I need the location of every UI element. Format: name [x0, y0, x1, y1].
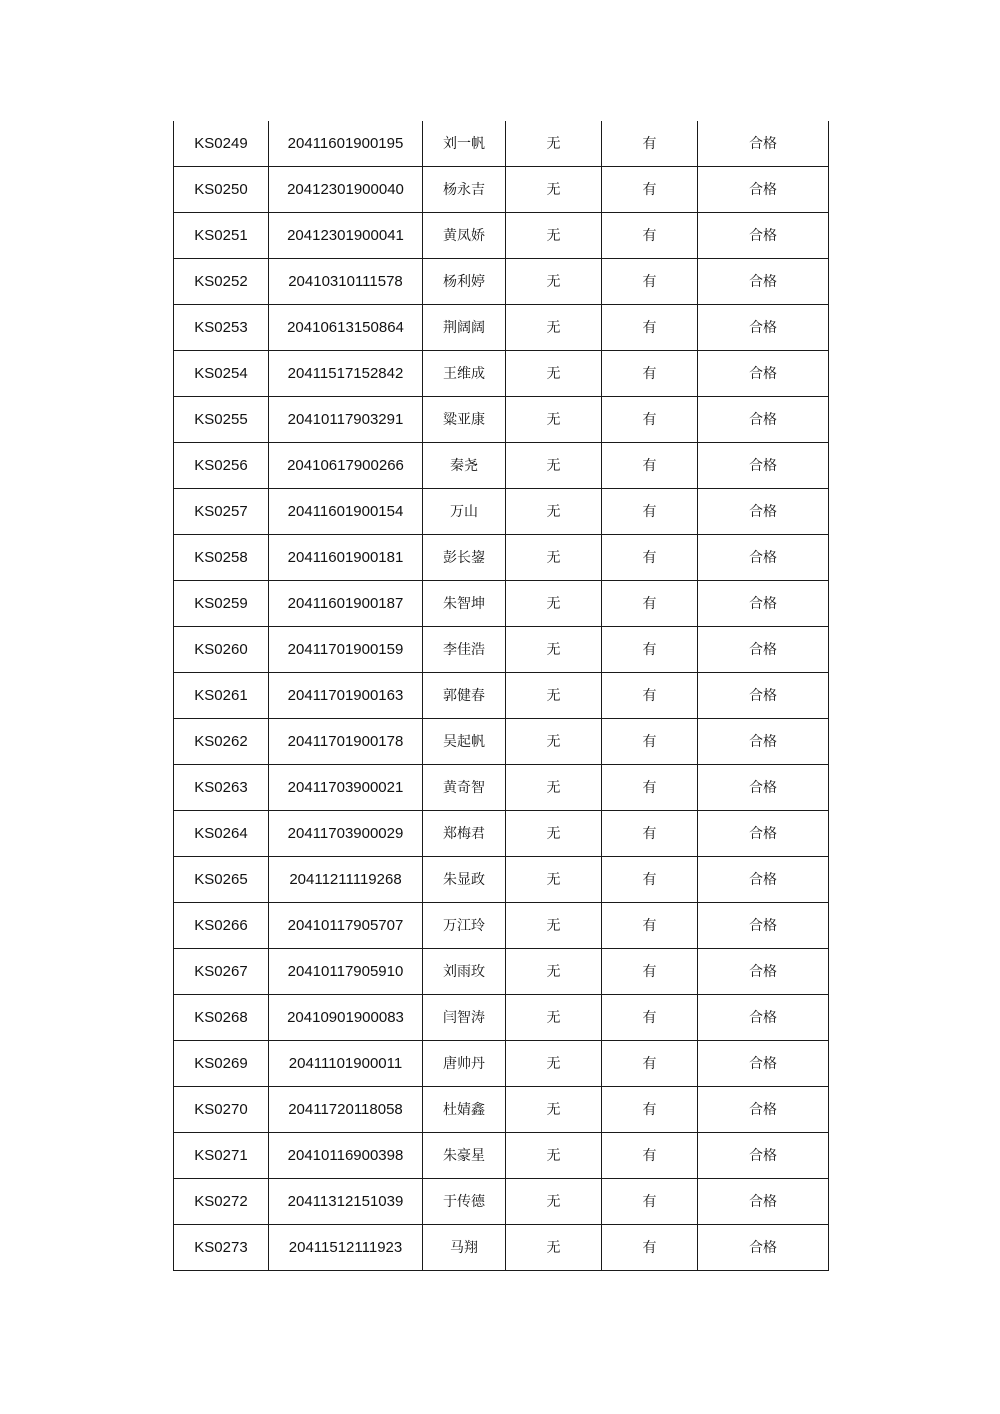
table-row: [174, 305, 829, 351]
status-none-cell: 无: [506, 857, 602, 903]
name-cell: 粱亚康: [423, 397, 506, 443]
status-none-cell: 无: [506, 949, 602, 995]
table-row: [174, 535, 829, 581]
candidate-number-cell: 20411601900195: [269, 121, 423, 167]
status-none-cell: 无: [506, 719, 602, 765]
status-none-cell: 无: [506, 811, 602, 857]
exam-id-cell: KS0262: [174, 719, 269, 765]
table-row: [174, 397, 829, 443]
exam-id-cell: KS0269: [174, 1041, 269, 1087]
name-cell: 李佳浩: [423, 627, 506, 673]
exam-id-cell: KS0266: [174, 903, 269, 949]
result-cell: 合格: [698, 581, 829, 627]
candidate-number-cell: 20411701900159: [269, 627, 423, 673]
table-row: [174, 857, 829, 903]
table-row: [174, 949, 829, 995]
table-row: [174, 1087, 829, 1133]
table-row: [174, 1179, 829, 1225]
name-cell: 黄凤娇: [423, 213, 506, 259]
exam-id-cell: KS0256: [174, 443, 269, 489]
status-present-cell: 有: [602, 719, 698, 765]
status-none-cell: 无: [506, 627, 602, 673]
status-present-cell: 有: [602, 121, 698, 167]
candidate-number-cell: 20412301900040: [269, 167, 423, 213]
status-present-cell: 有: [602, 397, 698, 443]
candidate-number-cell: 20410117905910: [269, 949, 423, 995]
exam-id-cell: KS0260: [174, 627, 269, 673]
result-cell: 合格: [698, 1087, 829, 1133]
status-present-cell: 有: [602, 489, 698, 535]
candidate-number-cell: 20411601900187: [269, 581, 423, 627]
exam-id-cell: KS0273: [174, 1225, 269, 1271]
table-row: [174, 903, 829, 949]
table-row: [174, 811, 829, 857]
result-cell: 合格: [698, 213, 829, 259]
result-cell: 合格: [698, 397, 829, 443]
table-row: [174, 673, 829, 719]
result-cell: 合格: [698, 351, 829, 397]
status-none-cell: 无: [506, 995, 602, 1041]
exam-id-cell: KS0251: [174, 213, 269, 259]
candidate-number-cell: 20411211119268: [269, 857, 423, 903]
exam-id-cell: KS0268: [174, 995, 269, 1041]
status-present-cell: 有: [602, 167, 698, 213]
status-present-cell: 有: [602, 995, 698, 1041]
exam-id-cell: KS0259: [174, 581, 269, 627]
table-row: [174, 259, 829, 305]
name-cell: 杨利婷: [423, 259, 506, 305]
status-none-cell: 无: [506, 443, 602, 489]
table-row: [174, 213, 829, 259]
table-row: [174, 719, 829, 765]
status-none-cell: 无: [506, 1087, 602, 1133]
status-none-cell: 无: [506, 397, 602, 443]
result-cell: 合格: [698, 765, 829, 811]
exam-id-cell: KS0252: [174, 259, 269, 305]
status-present-cell: 有: [602, 535, 698, 581]
name-cell: 杜婧鑫: [423, 1087, 506, 1133]
name-cell: 朱显政: [423, 857, 506, 903]
name-cell: 郭健春: [423, 673, 506, 719]
status-none-cell: 无: [506, 765, 602, 811]
status-none-cell: 无: [506, 259, 602, 305]
name-cell: 万江玲: [423, 903, 506, 949]
candidate-number-cell: 20411517152842: [269, 351, 423, 397]
status-present-cell: 有: [602, 857, 698, 903]
candidate-number-cell: 20410613150864: [269, 305, 423, 351]
status-present-cell: 有: [602, 581, 698, 627]
candidate-number-cell: 20411703900021: [269, 765, 423, 811]
status-present-cell: 有: [602, 1041, 698, 1087]
result-cell: 合格: [698, 811, 829, 857]
name-cell: 唐帅丹: [423, 1041, 506, 1087]
result-cell: 合格: [698, 489, 829, 535]
name-cell: 彭长鋆: [423, 535, 506, 581]
table-row: [174, 121, 829, 167]
table-row: [174, 1133, 829, 1179]
exam-id-cell: KS0267: [174, 949, 269, 995]
status-present-cell: 有: [602, 673, 698, 719]
result-cell: 合格: [698, 1179, 829, 1225]
exam-id-cell: KS0257: [174, 489, 269, 535]
candidate-number-cell: 20410117903291: [269, 397, 423, 443]
status-present-cell: 有: [602, 351, 698, 397]
exam-id-cell: KS0258: [174, 535, 269, 581]
result-cell: 合格: [698, 1041, 829, 1087]
name-cell: 杨永吉: [423, 167, 506, 213]
status-present-cell: 有: [602, 213, 698, 259]
name-cell: 荆阔阔: [423, 305, 506, 351]
exam-id-cell: KS0264: [174, 811, 269, 857]
result-cell: 合格: [698, 1225, 829, 1271]
candidate-number-cell: 20410116900398: [269, 1133, 423, 1179]
status-none-cell: 无: [506, 903, 602, 949]
result-cell: 合格: [698, 259, 829, 305]
status-present-cell: 有: [602, 949, 698, 995]
roster-table-body: [174, 121, 829, 1271]
table-row: [174, 351, 829, 397]
candidate-number-cell: 20411601900154: [269, 489, 423, 535]
table-row: [174, 167, 829, 213]
name-cell: 朱豪星: [423, 1133, 506, 1179]
result-cell: 合格: [698, 121, 829, 167]
name-cell: 万山: [423, 489, 506, 535]
status-none-cell: 无: [506, 121, 602, 167]
result-cell: 合格: [698, 995, 829, 1041]
exam-id-cell: KS0263: [174, 765, 269, 811]
candidate-number-cell: 20411101900011: [269, 1041, 423, 1087]
table-row: [174, 1041, 829, 1087]
status-present-cell: 有: [602, 305, 698, 351]
exam-id-cell: KS0270: [174, 1087, 269, 1133]
status-present-cell: 有: [602, 1133, 698, 1179]
candidate-number-cell: 20411720118058: [269, 1087, 423, 1133]
result-cell: 合格: [698, 673, 829, 719]
table-row: [174, 581, 829, 627]
result-cell: 合格: [698, 1133, 829, 1179]
status-none-cell: 无: [506, 1041, 602, 1087]
result-cell: 合格: [698, 167, 829, 213]
exam-id-cell: KS0271: [174, 1133, 269, 1179]
result-cell: 合格: [698, 719, 829, 765]
status-present-cell: 有: [602, 627, 698, 673]
table-row: [174, 1225, 829, 1271]
status-none-cell: 无: [506, 213, 602, 259]
name-cell: 于传德: [423, 1179, 506, 1225]
status-present-cell: 有: [602, 1225, 698, 1271]
status-none-cell: 无: [506, 673, 602, 719]
table-row: [174, 489, 829, 535]
status-none-cell: 无: [506, 1179, 602, 1225]
result-cell: 合格: [698, 949, 829, 995]
status-present-cell: 有: [602, 443, 698, 489]
roster-table: [173, 121, 829, 1271]
exam-id-cell: KS0250: [174, 167, 269, 213]
exam-id-cell: KS0265: [174, 857, 269, 903]
exam-id-cell: KS0261: [174, 673, 269, 719]
result-cell: 合格: [698, 857, 829, 903]
candidate-number-cell: 20410117905707: [269, 903, 423, 949]
name-cell: 刘雨玫: [423, 949, 506, 995]
candidate-number-cell: 20410617900266: [269, 443, 423, 489]
result-cell: 合格: [698, 305, 829, 351]
candidate-number-cell: 20410310111578: [269, 259, 423, 305]
status-none-cell: 无: [506, 581, 602, 627]
exam-id-cell: KS0255: [174, 397, 269, 443]
name-cell: 秦尧: [423, 443, 506, 489]
candidate-number-cell: 20411312151039: [269, 1179, 423, 1225]
status-none-cell: 无: [506, 167, 602, 213]
result-cell: 合格: [698, 535, 829, 581]
exam-id-cell: KS0254: [174, 351, 269, 397]
table-row: [174, 627, 829, 673]
table-row: [174, 443, 829, 489]
result-cell: 合格: [698, 903, 829, 949]
status-none-cell: 无: [506, 1225, 602, 1271]
candidate-number-cell: 20412301900041: [269, 213, 423, 259]
name-cell: 闫智涛: [423, 995, 506, 1041]
table-row: [174, 765, 829, 811]
status-none-cell: 无: [506, 351, 602, 397]
name-cell: 朱智坤: [423, 581, 506, 627]
result-cell: 合格: [698, 443, 829, 489]
status-none-cell: 无: [506, 305, 602, 351]
candidate-number-cell: 20411703900029: [269, 811, 423, 857]
candidate-number-cell: 20411701900163: [269, 673, 423, 719]
candidate-number-cell: 20410901900083: [269, 995, 423, 1041]
status-present-cell: 有: [602, 1179, 698, 1225]
name-cell: 郑梅君: [423, 811, 506, 857]
candidate-number-cell: 20411701900178: [269, 719, 423, 765]
exam-id-cell: KS0272: [174, 1179, 269, 1225]
status-present-cell: 有: [602, 811, 698, 857]
result-cell: 合格: [698, 627, 829, 673]
exam-id-cell: KS0253: [174, 305, 269, 351]
name-cell: 马翔: [423, 1225, 506, 1271]
status-present-cell: 有: [602, 259, 698, 305]
status-none-cell: 无: [506, 535, 602, 581]
candidate-number-cell: 20411601900181: [269, 535, 423, 581]
status-none-cell: 无: [506, 1133, 602, 1179]
table-row: [174, 995, 829, 1041]
candidate-number-cell: 20411512111923: [269, 1225, 423, 1271]
status-present-cell: 有: [602, 903, 698, 949]
status-none-cell: 无: [506, 489, 602, 535]
name-cell: 王维成: [423, 351, 506, 397]
name-cell: 黄奇智: [423, 765, 506, 811]
status-present-cell: 有: [602, 765, 698, 811]
exam-id-cell: KS0249: [174, 121, 269, 167]
name-cell: 刘一帆: [423, 121, 506, 167]
status-present-cell: 有: [602, 1087, 698, 1133]
name-cell: 吴起帆: [423, 719, 506, 765]
